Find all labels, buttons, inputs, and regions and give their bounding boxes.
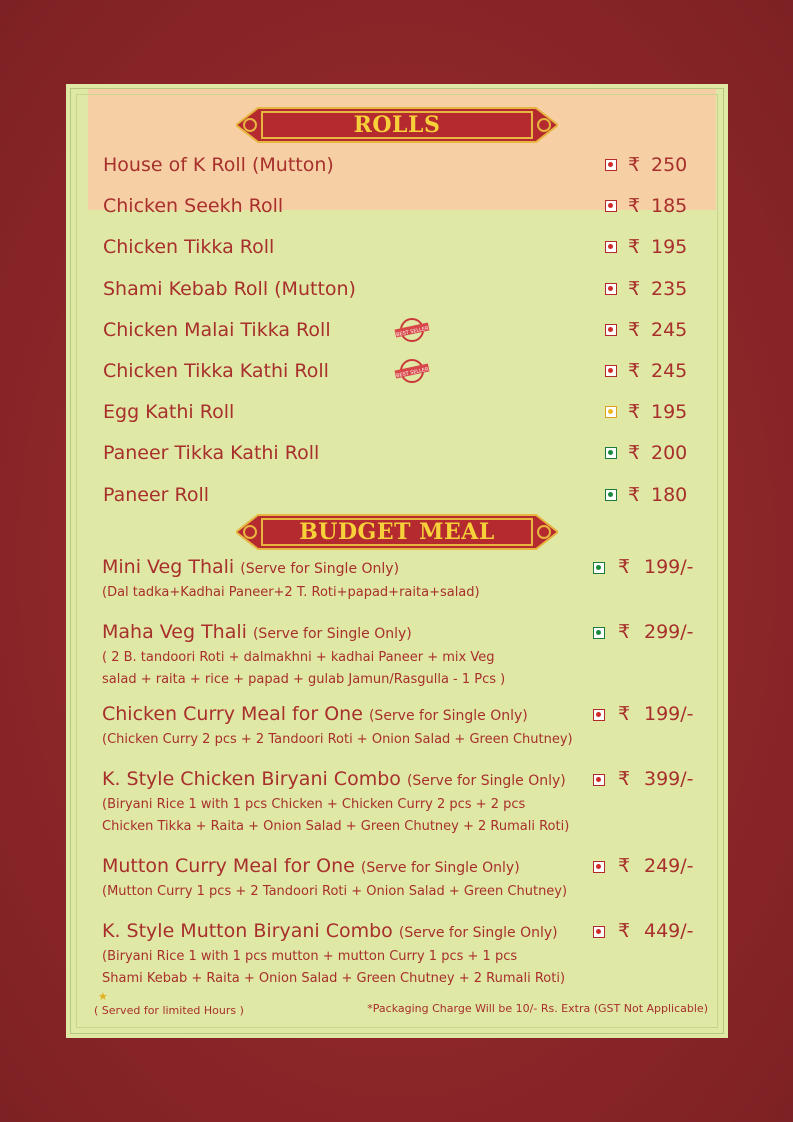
meal-price: 449/- bbox=[644, 920, 694, 942]
roll-name: Egg Kathi Roll bbox=[103, 401, 235, 424]
roll-price: 245 bbox=[651, 318, 688, 341]
meal-price: 199/- bbox=[644, 556, 694, 578]
roll-price: 250 bbox=[651, 154, 688, 176]
rupee-symbol: ₹ bbox=[628, 195, 641, 218]
meal-title bbox=[102, 556, 399, 578]
meal-name: Chicken Curry Meal for One bbox=[102, 703, 363, 725]
meal-description: salad + raita + rice + papad + gulab Jamun/Rasgulla - 1 Pcs ) bbox=[102, 672, 506, 687]
meal-title bbox=[102, 703, 528, 725]
footer-note-right: *Packaging Charge Will be 10/- Rs. Extra (GST Not Applicable) bbox=[367, 1002, 708, 1015]
roll-item bbox=[103, 274, 693, 304]
veg-indicator-icon bbox=[605, 447, 617, 459]
roll-price: 195 bbox=[651, 401, 688, 424]
bestseller-stamp-icon bbox=[393, 358, 431, 384]
rupee-symbol: ₹ bbox=[618, 920, 631, 942]
nonveg-indicator-icon bbox=[593, 709, 605, 721]
meal-price: 399/- bbox=[644, 768, 694, 790]
svg-text:BEST SELLER: BEST SELLER bbox=[395, 325, 430, 339]
meal-description: (Dal tadka+Kadhai Paneer+2 T. Roti+papad+raita+salad) bbox=[102, 585, 480, 600]
roll-item bbox=[103, 438, 693, 468]
roll-name: Paneer Roll bbox=[103, 483, 210, 506]
roll-name: Chicken Malai Tikka Roll bbox=[103, 318, 331, 341]
meal-price: 249/- bbox=[644, 855, 694, 877]
rupee-symbol: ₹ bbox=[618, 621, 631, 643]
meal-description: (Mutton Curry 1 pcs + 2 Tandoori Roti + Onion Salad + Green Chutney) bbox=[102, 884, 568, 899]
meal-description: Shami Kebab + Raita + Onion Salad + Green Chutney + 2 Rumali Roti) bbox=[102, 971, 566, 986]
meal-name: Maha Veg Thali bbox=[102, 621, 247, 643]
rupee-symbol: ₹ bbox=[628, 277, 641, 300]
nonveg-indicator-icon bbox=[605, 159, 617, 171]
roll-item bbox=[103, 150, 693, 180]
meal-serving-note: (Serve for Single Only) bbox=[406, 773, 566, 789]
budget-meal-banner bbox=[236, 513, 558, 551]
meal-serving-note: (Serve for Single Only) bbox=[252, 626, 412, 642]
rupee-symbol: ₹ bbox=[628, 236, 641, 259]
rolls-title: ROLLS bbox=[353, 112, 441, 138]
meal-description: (Chicken Curry 2 pcs + 2 Tandoori Roti + Onion Salad + Green Chutney) bbox=[102, 732, 573, 747]
meal-name: Mutton Curry Meal for One bbox=[102, 855, 355, 877]
nonveg-indicator-icon bbox=[605, 324, 617, 336]
roll-price: 200 bbox=[651, 442, 688, 465]
meal-title bbox=[102, 768, 566, 790]
roll-name: House of K Roll (Mutton) bbox=[103, 154, 334, 176]
rupee-symbol: ₹ bbox=[628, 442, 641, 465]
roll-item bbox=[103, 191, 693, 221]
roll-name: Chicken Tikka Kathi Roll bbox=[103, 360, 329, 382]
meal-serving-note: (Serve for Single Only) bbox=[368, 708, 528, 724]
roll-price: 180 bbox=[651, 483, 688, 506]
meal-serving-note: (Serve for Single Only) bbox=[360, 860, 520, 876]
rupee-symbol: ₹ bbox=[628, 154, 641, 176]
roll-price: 235 bbox=[651, 277, 688, 300]
egg-indicator-icon bbox=[605, 406, 617, 418]
rupee-symbol: ₹ bbox=[618, 855, 631, 877]
veg-indicator-icon bbox=[593, 562, 605, 574]
roll-item bbox=[103, 480, 693, 510]
meal-price: 299/- bbox=[644, 621, 694, 643]
bestseller-stamp-icon bbox=[393, 317, 431, 343]
nonveg-indicator-icon bbox=[593, 861, 605, 873]
roll-name: Chicken Seekh Roll bbox=[103, 195, 284, 218]
meal-description: (Biryani Rice 1 with 1 pcs Chicken + Chicken Curry 2 pcs + 2 pcs bbox=[102, 797, 526, 812]
meal-description: ( 2 B. tandoori Roti + dalmakhni + kadhai Paneer + mix Veg bbox=[102, 650, 495, 665]
roll-name: Chicken Tikka Roll bbox=[103, 236, 275, 259]
rupee-symbol: ₹ bbox=[628, 401, 641, 424]
rolls-banner bbox=[236, 106, 558, 144]
meal-name: K. Style Chicken Biryani Combo bbox=[102, 768, 401, 790]
meal-title bbox=[102, 855, 520, 877]
rupee-symbol: ₹ bbox=[618, 768, 631, 790]
rupee-symbol: ₹ bbox=[628, 318, 641, 341]
budget-meal-title: BUDGET MEAL bbox=[299, 519, 495, 545]
rupee-symbol: ₹ bbox=[628, 483, 641, 506]
veg-indicator-icon bbox=[593, 627, 605, 639]
menu-page bbox=[66, 84, 728, 1038]
roll-item bbox=[103, 232, 693, 262]
roll-item bbox=[103, 356, 693, 386]
roll-item bbox=[103, 315, 693, 345]
nonveg-indicator-icon bbox=[605, 241, 617, 253]
roll-price: 185 bbox=[651, 195, 688, 218]
nonveg-indicator-icon bbox=[605, 283, 617, 295]
meal-price: 199/- bbox=[644, 703, 694, 725]
roll-name: Shami Kebab Roll (Mutton) bbox=[103, 277, 356, 300]
veg-indicator-icon bbox=[605, 489, 617, 501]
nonveg-indicator-icon bbox=[593, 926, 605, 938]
roll-name: Paneer Tikka Kathi Roll bbox=[103, 442, 320, 465]
rupee-symbol: ₹ bbox=[628, 360, 641, 382]
roll-price: 195 bbox=[651, 236, 688, 259]
roll-item bbox=[103, 397, 693, 427]
roll-price: 245 bbox=[651, 360, 688, 382]
meal-title bbox=[102, 621, 412, 643]
meal-description: (Biryani Rice 1 with 1 pcs mutton + mutton Curry 1 pcs + 1 pcs bbox=[102, 949, 518, 964]
svg-text:BEST SELLER: BEST SELLER bbox=[395, 366, 430, 380]
star-icon: ★ bbox=[98, 990, 108, 1003]
footer-note-left: ( Served for limited Hours ) bbox=[94, 1004, 244, 1017]
nonveg-indicator-icon bbox=[605, 365, 617, 377]
nonveg-indicator-icon bbox=[605, 200, 617, 212]
meal-title bbox=[102, 920, 558, 942]
meal-serving-note: (Serve for Single Only) bbox=[240, 561, 400, 577]
meal-serving-note: (Serve for Single Only) bbox=[398, 925, 558, 941]
rupee-symbol: ₹ bbox=[618, 703, 631, 725]
meal-name: K. Style Mutton Biryani Combo bbox=[102, 920, 393, 942]
nonveg-indicator-icon bbox=[593, 774, 605, 786]
meal-description: Chicken Tikka + Raita + Onion Salad + Green Chutney + 2 Rumali Roti) bbox=[102, 819, 570, 834]
rupee-symbol: ₹ bbox=[618, 556, 631, 578]
meal-name: Mini Veg Thali bbox=[102, 556, 235, 578]
